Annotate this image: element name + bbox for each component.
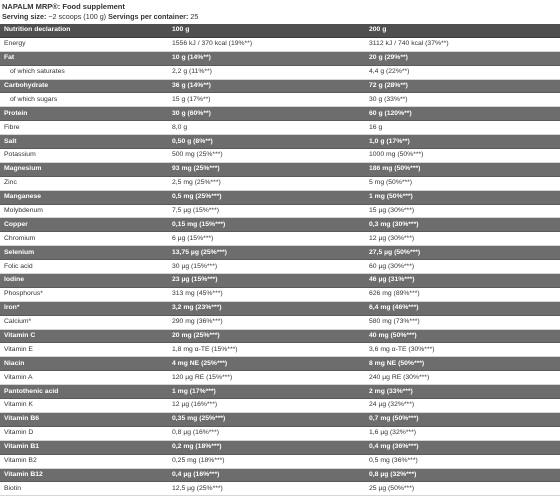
value-per-100g: 6 µg (15%***) bbox=[168, 232, 365, 246]
value-per-200g: 72 g (28%**) bbox=[365, 79, 560, 93]
value-per-200g: 40 mg (50%***) bbox=[365, 329, 560, 343]
value-per-100g: 13,75 µg (25%***) bbox=[168, 246, 365, 260]
table-row bbox=[0, 93, 560, 107]
value-per-100g: 20 mg (25%***) bbox=[168, 329, 365, 343]
table-row bbox=[0, 37, 560, 51]
table-row bbox=[0, 399, 560, 413]
value-per-200g: 580 mg (73%***) bbox=[365, 315, 560, 329]
table-row bbox=[0, 440, 560, 454]
nutrient-name: Selenium bbox=[0, 246, 168, 260]
value-per-200g: 0,3 mg (30%***) bbox=[365, 218, 560, 232]
column-header-100g: 100 g bbox=[168, 24, 365, 37]
nutrient-name: of which sugars bbox=[0, 93, 168, 107]
value-per-100g: 36 g (14%**) bbox=[168, 79, 365, 93]
product-title: NAPALM MRP®: Food supplement bbox=[2, 2, 125, 11]
value-per-200g: 25 µg (50%***) bbox=[365, 482, 560, 496]
value-per-100g: 120 µg RE (15%***) bbox=[168, 371, 365, 385]
table-row bbox=[0, 426, 560, 440]
value-per-100g: 290 mg (36%***) bbox=[168, 315, 365, 329]
table-row bbox=[0, 412, 560, 426]
table-row bbox=[0, 246, 560, 260]
table-row bbox=[0, 51, 560, 65]
table-row bbox=[0, 301, 560, 315]
value-per-200g: 5 mg (50%***) bbox=[365, 176, 560, 190]
servings-per-container-label: Servings per container: bbox=[108, 12, 189, 21]
table-row bbox=[0, 176, 560, 190]
value-per-100g: 0,15 mg (15%***) bbox=[168, 218, 365, 232]
value-per-200g: 4,4 g (22%**) bbox=[365, 65, 560, 79]
nutrient-name: Vitamin A bbox=[0, 371, 168, 385]
table-row bbox=[0, 343, 560, 357]
value-per-100g: 0,35 mg (25%***) bbox=[168, 412, 365, 426]
value-per-200g: 0,4 mg (36%***) bbox=[365, 440, 560, 454]
serving-info bbox=[0, 12, 560, 22]
nutrient-name: Vitamin B2 bbox=[0, 454, 168, 468]
value-per-100g: 8,0 g bbox=[168, 121, 365, 135]
table-row bbox=[0, 218, 560, 232]
value-per-200g: 3112 kJ / 740 kcal (37%**) bbox=[365, 37, 560, 51]
value-per-100g: 0,4 µg (16%***) bbox=[168, 468, 365, 482]
value-per-200g: 16 g bbox=[365, 121, 560, 135]
nutrient-name: Potassium bbox=[0, 149, 168, 163]
value-per-100g: 2,5 mg (25%***) bbox=[168, 176, 365, 190]
nutrient-name: Chromium bbox=[0, 232, 168, 246]
value-per-200g: 8 mg NE (50%***) bbox=[365, 357, 560, 371]
table-row bbox=[0, 107, 560, 121]
nutrient-name: Iodine bbox=[0, 274, 168, 288]
value-per-200g: 15 µg (30%***) bbox=[365, 204, 560, 218]
nutrient-name: Copper bbox=[0, 218, 168, 232]
table-row bbox=[0, 260, 560, 274]
nutrient-name: Vitamin C bbox=[0, 329, 168, 343]
table-row bbox=[0, 135, 560, 149]
nutrient-name: Fibre bbox=[0, 121, 168, 135]
value-per-100g: 30 µg (15%***) bbox=[168, 260, 365, 274]
nutrient-name: Pantothenic acid bbox=[0, 385, 168, 399]
value-per-200g: 186 mg (50%***) bbox=[365, 162, 560, 176]
table-row bbox=[0, 149, 560, 163]
table-row bbox=[0, 65, 560, 79]
table-row bbox=[0, 454, 560, 468]
value-per-100g: 12,5 µg (25%***) bbox=[168, 482, 365, 496]
column-header-200g: 200 g bbox=[365, 24, 560, 37]
nutrient-name: Carbohydrate bbox=[0, 79, 168, 93]
value-per-100g: 4 mg NE (25%***) bbox=[168, 357, 365, 371]
column-header-nutrient: Nutrition declaration bbox=[0, 24, 168, 37]
table-row bbox=[0, 329, 560, 343]
value-per-200g: 1,6 µg (32%***) bbox=[365, 426, 560, 440]
nutrient-name: Salt bbox=[0, 135, 168, 149]
value-per-200g: 1000 mg (50%***) bbox=[365, 149, 560, 163]
nutrient-name: Fat bbox=[0, 51, 168, 65]
value-per-100g: 1556 kJ / 370 kcal (19%**) bbox=[168, 37, 365, 51]
nutrition-table bbox=[0, 24, 560, 496]
nutrient-name: Energy bbox=[0, 37, 168, 51]
table-row bbox=[0, 287, 560, 301]
value-per-200g: 12 µg (30%***) bbox=[365, 232, 560, 246]
value-per-200g: 3,6 mg α-TE (30%***) bbox=[365, 343, 560, 357]
value-per-100g: 30 g (60%**) bbox=[168, 107, 365, 121]
value-per-100g: 12 µg (16%***) bbox=[168, 399, 365, 413]
table-row bbox=[0, 371, 560, 385]
nutrient-name: Niacin bbox=[0, 357, 168, 371]
table-row bbox=[0, 232, 560, 246]
value-per-200g: 0,5 mg (36%***) bbox=[365, 454, 560, 468]
value-per-200g: 0,7 mg (50%***) bbox=[365, 412, 560, 426]
value-per-100g: 3,2 mg (23%***) bbox=[168, 301, 365, 315]
value-per-100g: 23 µg (15%***) bbox=[168, 274, 365, 288]
nutrient-name: Vitamin K bbox=[0, 399, 168, 413]
nutrient-name: Biotin bbox=[0, 482, 168, 496]
value-per-200g: 46 µg (31%***) bbox=[365, 274, 560, 288]
value-per-100g: 0,25 mg (18%***) bbox=[168, 454, 365, 468]
value-per-100g: 2,2 g (11%**) bbox=[168, 65, 365, 79]
value-per-100g: 0,5 mg (25%***) bbox=[168, 190, 365, 204]
table-row bbox=[0, 468, 560, 482]
value-per-100g: 1,8 mg α-TE (15%***) bbox=[168, 343, 365, 357]
value-per-100g: 0,8 µg (16%***) bbox=[168, 426, 365, 440]
nutrient-name: Calcium* bbox=[0, 315, 168, 329]
nutrient-name: of which saturates bbox=[0, 65, 168, 79]
nutrient-name: Vitamin B12 bbox=[0, 468, 168, 482]
nutrient-name: Iron* bbox=[0, 301, 168, 315]
value-per-100g: 500 mg (25%***) bbox=[168, 149, 365, 163]
table-header-row bbox=[0, 24, 560, 37]
value-per-100g: 1 mg (17%***) bbox=[168, 385, 365, 399]
table-row bbox=[0, 385, 560, 399]
serving-size-label: Serving size: bbox=[2, 12, 47, 21]
table-row bbox=[0, 315, 560, 329]
table-row bbox=[0, 274, 560, 288]
value-per-100g: 7,5 µg (15%***) bbox=[168, 204, 365, 218]
value-per-100g: 15 g (17%**) bbox=[168, 93, 365, 107]
value-per-100g: 93 mg (25%***) bbox=[168, 162, 365, 176]
table-row bbox=[0, 121, 560, 135]
table-row bbox=[0, 162, 560, 176]
table-row bbox=[0, 204, 560, 218]
value-per-200g: 240 µg RE (30%***) bbox=[365, 371, 560, 385]
table-row bbox=[0, 190, 560, 204]
value-per-200g: 1,0 g (17%**) bbox=[365, 135, 560, 149]
value-per-100g: 313 mg (45%***) bbox=[168, 287, 365, 301]
value-per-200g: 0,8 µg (32%***) bbox=[365, 468, 560, 482]
value-per-200g: 60 µg (30%***) bbox=[365, 260, 560, 274]
servings-per-container-value: 25 bbox=[190, 12, 199, 21]
serving-size-value: ~2 scoops (100 g) bbox=[48, 12, 107, 21]
nutrient-name: Vitamin B1 bbox=[0, 440, 168, 454]
nutrient-name: Magnesium bbox=[0, 162, 168, 176]
value-per-100g: 0,50 g (8%**) bbox=[168, 135, 365, 149]
nutrient-name: Vitamin D bbox=[0, 426, 168, 440]
value-per-200g: 2 mg (33%***) bbox=[365, 385, 560, 399]
nutrient-name: Manganese bbox=[0, 190, 168, 204]
nutrient-name: Zinc bbox=[0, 176, 168, 190]
nutrient-name: Folic acid bbox=[0, 260, 168, 274]
value-per-200g: 24 µg (32%***) bbox=[365, 399, 560, 413]
value-per-100g: 0,2 mg (18%***) bbox=[168, 440, 365, 454]
table-row bbox=[0, 482, 560, 496]
table-row bbox=[0, 79, 560, 93]
nutrient-name: Vitamin E bbox=[0, 343, 168, 357]
table-row bbox=[0, 357, 560, 371]
nutrient-name: Molybdenum bbox=[0, 204, 168, 218]
value-per-200g: 1 mg (50%***) bbox=[365, 190, 560, 204]
value-per-200g: 27,5 µg (50%***) bbox=[365, 246, 560, 260]
value-per-200g: 30 g (33%**) bbox=[365, 93, 560, 107]
value-per-100g: 10 g (14%**) bbox=[168, 51, 365, 65]
value-per-200g: 6,4 mg (46%***) bbox=[365, 301, 560, 315]
nutrient-name: Protein bbox=[0, 107, 168, 121]
nutrient-name: Vitamin B6 bbox=[0, 412, 168, 426]
value-per-200g: 626 mg (89%***) bbox=[365, 287, 560, 301]
value-per-200g: 60 g (120%**) bbox=[365, 107, 560, 121]
table-body bbox=[0, 37, 560, 495]
value-per-200g: 20 g (29%**) bbox=[365, 51, 560, 65]
nutrient-name: Phosphorus* bbox=[0, 287, 168, 301]
